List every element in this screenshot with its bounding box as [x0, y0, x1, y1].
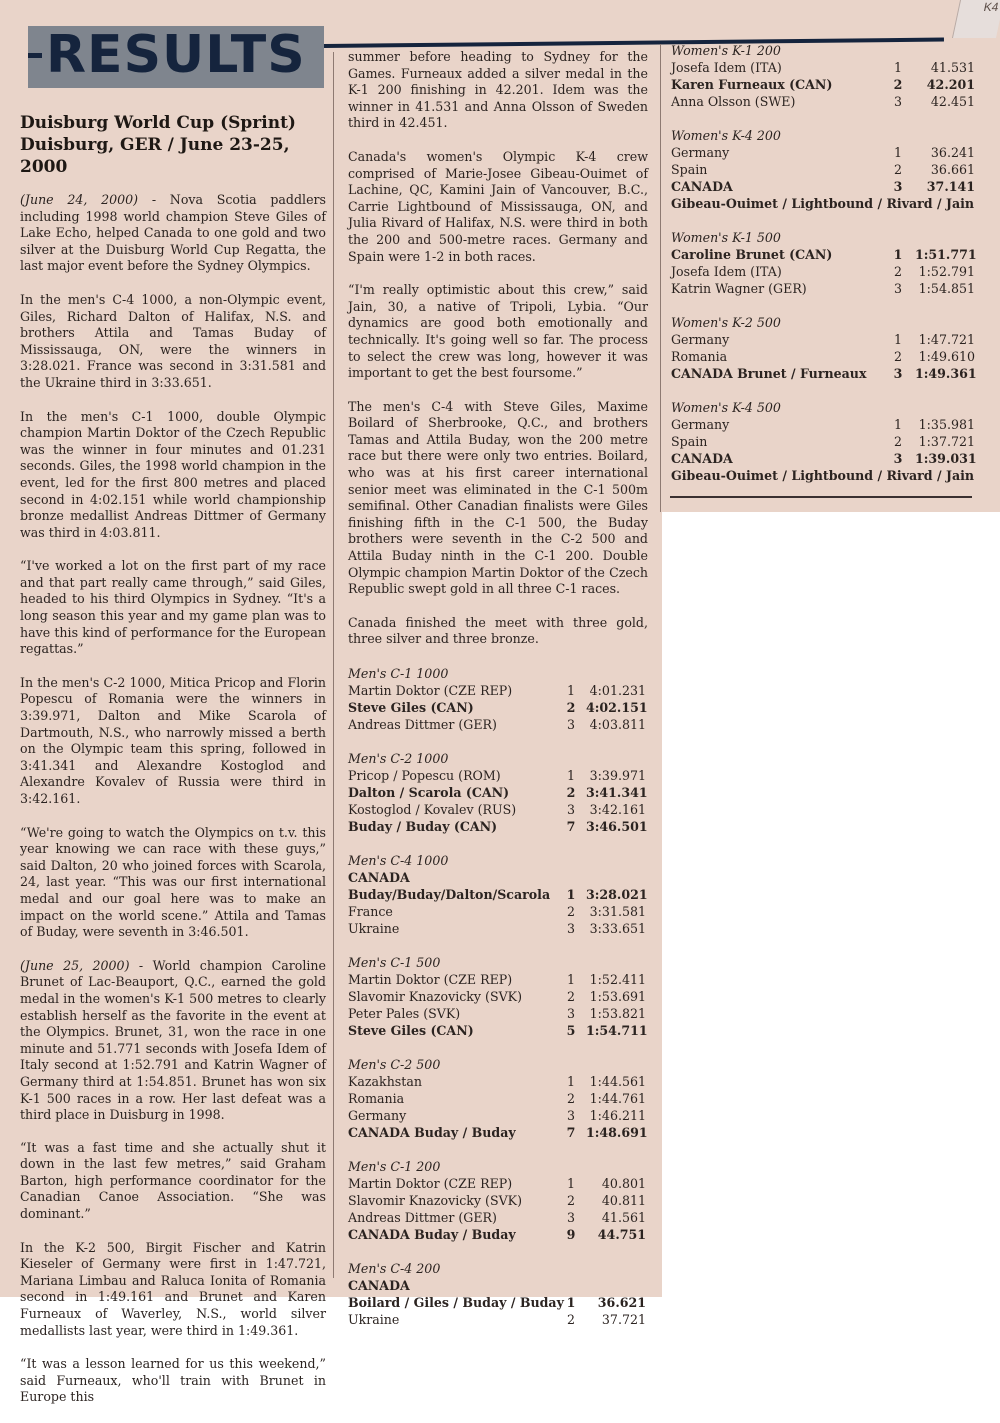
finish-place: 5	[566, 1023, 576, 1038]
finish-place: 1	[566, 1176, 575, 1191]
finish-place: 1	[566, 1295, 576, 1310]
finish-place: 7	[566, 819, 576, 834]
result-row	[671, 178, 975, 195]
result-row	[671, 161, 975, 178]
finish-place: 3	[566, 1006, 575, 1021]
finish-place: 2	[566, 1091, 575, 1106]
result-row	[671, 450, 975, 467]
competitor-name: Katrin Wagner (GER)	[671, 281, 807, 296]
competitor-name: Andreas Dittmer (GER)	[348, 717, 497, 732]
competitor-name: Ukraine	[348, 921, 400, 936]
corner-tab: K4	[952, 0, 1000, 38]
finish-time: 3:42.161	[589, 802, 646, 817]
competitor-name: Josefa Idem (ITA)	[671, 60, 782, 75]
event-title: Men's C-2 500	[348, 1057, 441, 1072]
finish-time: 36.661	[930, 162, 975, 177]
competitor-name: Karen Furneaux (CAN)	[671, 77, 833, 92]
finish-place: 2	[893, 264, 902, 279]
paragraph: The men's C-4 with Steve Giles, Maxime Boilard of Sherbrooke, Q.C., and brothers Tamas and Attila Buday, won the 200 metre race but there were only two entries. Boilard, who was at his first career international senior meet was eliminated in the C-1 500m semifinal. Other Canadian finalists were Giles finishing fifth in the C-1 500, the Buday brothers were seventh in the C-2 500 and Attila Buday ninth in the C-1 200. Double Olympic champion Martin Doktor of the Czech Republic swept gold in all three C-1 races.	[348, 398, 648, 597]
paragraph: Canada's women's Olympic K-4 crew comprised of Marie-Josee Gibeau-Ouimet of Lachine, QC, Kamini Jain of Vancouver, B.C., Carrie Lightbound of Mississauga, ON, and Julia Rivard of Halifax, N.S. were third in both the 200 and 500-metre races. Germany and Spain were 1-2 in both races.	[348, 148, 648, 264]
result-row	[671, 280, 975, 297]
finish-place: 3	[566, 921, 575, 936]
result-row	[671, 59, 975, 76]
event-title: Men's C-1 500	[348, 955, 441, 970]
paragraph: In the K-2 500, Birgit Fischer and Katrin Kieseler of Germany were first in 1:47.721, Mariana Limbau and Raluca Ionita of Romania second in 1:49.161 and Brunet and Karen Furneaux of Waverley, N.S., world silver medallists last year, were third in 1:49.361.	[20, 1239, 326, 1338]
paragraph: summer before heading to Sydney for the Games. Furneaux added a silver medal in the K-1 200 finishing in 42.201. Idem was the winner in 41.531 and Anna Olsson of Sweden third in 42.451.	[348, 49, 648, 131]
paragraph: In the men's C-2 1000, Mitica Pricop and Florin Popescu of Romania were the winners in 3:39.971, Dalton and Mike Scarola of Dartmouth, N.S., who narrowly missed a berth on the Olympic team this spring, followed in 3:41.341 and Alexandre Kostoglod and Alexandre Kovalev of Russia were third in 3:42.161.	[20, 674, 326, 806]
column-divider	[660, 44, 661, 512]
result-event	[348, 1158, 648, 1243]
finish-place: 2	[566, 1193, 575, 1208]
result-event	[348, 954, 648, 1039]
result-row	[348, 818, 648, 835]
result-row	[348, 682, 648, 699]
finish-place: 2	[566, 989, 575, 1004]
finish-place: 3	[566, 717, 575, 732]
event-title: Men's C-4 200	[348, 1261, 441, 1276]
results-column-3	[671, 42, 975, 501]
finish-time: 3:33.651	[589, 921, 646, 936]
finish-place: 1	[893, 145, 902, 160]
paragraph: “It was a lesson learned for us this weekend,” said Furneaux, who'll train with Brunet in Europe this	[20, 1356, 326, 1405]
result-event	[671, 42, 975, 110]
event-title: Women's K-4 500	[671, 400, 781, 415]
paragraph: In the men's C-4 1000, a non-Olympic event, Giles, Richard Dalton of Halifax, N.S. and brothers Attila and Tamas Buday of Mississauga, ON, were the winners in 3:28.021. France was second in 3:31.581 and the Ukraine third in 3:33.651.	[20, 291, 326, 390]
finish-time: 37.721	[601, 1312, 646, 1327]
finish-place: 1	[566, 683, 575, 698]
finish-time: 1:52.411	[589, 972, 646, 987]
finish-time: 37.141	[926, 179, 975, 194]
finish-time: 1:35.981	[918, 417, 975, 432]
finish-place: 1	[566, 972, 575, 987]
finish-time: 1:51.771	[915, 247, 977, 262]
result-event	[348, 750, 648, 835]
competitor-name: Romania	[671, 349, 728, 364]
finish-time: 3:46.501	[586, 819, 648, 834]
competitor-name: CANADA Buday / Buday	[348, 1227, 516, 1242]
result-row	[671, 467, 975, 484]
headline	[20, 112, 326, 178]
finish-time: 1:48.691	[586, 1125, 648, 1140]
column-divider	[333, 52, 334, 1278]
paragraph: “I'm really optimistic about this crew,” said Jain, 30, a native of Tripoli, Lybia. “Our dynamics are good both emotionally and technically. It's going well so far. The process to select the crew was long, however it was important to get the best foursome.”	[348, 282, 648, 381]
finish-time: 36.241	[930, 145, 975, 160]
result-event	[348, 852, 648, 937]
finish-time: 4:02.151	[586, 700, 648, 715]
competitor-name: Martin Doktor (CZE REP)	[348, 972, 513, 987]
result-row	[671, 416, 975, 433]
competitor-name: Germany	[348, 1108, 407, 1123]
finish-time: 44.751	[597, 1227, 646, 1242]
result-row	[671, 331, 975, 348]
article-column-1	[20, 112, 326, 1423]
result-row	[348, 767, 648, 784]
result-row	[671, 365, 975, 382]
result-row	[671, 195, 975, 212]
competitor-name: Gibeau-Ouimet / Lightbound / Rivard / Jain	[671, 468, 975, 483]
competitor-name: Kazakhstan	[348, 1074, 422, 1089]
competitor-name: Martin Doktor (CZE REP)	[348, 683, 513, 698]
finish-place: 1	[893, 60, 902, 75]
competitor-name: Spain	[671, 434, 708, 449]
result-row	[348, 716, 648, 733]
result-row	[348, 1277, 648, 1294]
result-row	[348, 1005, 648, 1022]
event-title: Men's C-1 200	[348, 1159, 441, 1174]
finish-time: 4:03.811	[589, 717, 646, 732]
finish-place: 1	[566, 887, 576, 902]
result-row	[348, 1107, 648, 1124]
competitor-name: Andreas Dittmer (GER)	[348, 1210, 497, 1225]
banner-dash	[28, 53, 42, 58]
result-row	[348, 988, 648, 1005]
competitor-name: Spain	[671, 162, 708, 177]
result-row	[671, 144, 975, 161]
finish-place: 2	[893, 77, 903, 92]
result-row	[348, 920, 648, 937]
event-title: Women's K-1 500	[671, 230, 781, 245]
paragraph: In the men's C-1 1000, double Olympic champion Martin Doktor of the Czech Republic was the winner in four minutes and 01.231 seconds. Giles, the 1998 world champion in the event, led for the first 800 metres and placed second in 4:02.151 while world championship bronze medallist Andreas Dittmer of Germany was third in 4:03.811.	[20, 408, 326, 540]
result-row	[671, 76, 975, 93]
competitor-name: Ukraine	[348, 1312, 400, 1327]
result-row	[348, 699, 648, 716]
finish-place: 2	[893, 434, 902, 449]
finish-time: 3:28.021	[586, 887, 648, 902]
event-title: Men's C-1 1000	[348, 666, 449, 681]
finish-place: 1	[893, 332, 902, 347]
result-row	[671, 246, 975, 263]
finish-place: 3	[893, 281, 902, 296]
result-row	[671, 93, 975, 110]
finish-place: 2	[566, 1312, 575, 1327]
finish-time: 1:49.361	[915, 366, 977, 381]
finish-place: 2	[893, 162, 902, 177]
event-title: Women's K-4 200	[671, 128, 781, 143]
finish-time: 40.811	[601, 1193, 646, 1208]
finish-place: 1	[893, 247, 903, 262]
finish-time: 42.451	[930, 94, 975, 109]
finish-place: 3	[893, 94, 902, 109]
competitor-name: Slavomir Knazovicky (SVK)	[348, 1193, 523, 1208]
finish-time: 3:39.971	[589, 768, 646, 783]
finish-time: 1:54.851	[918, 281, 975, 296]
finish-time: 40.801	[601, 1176, 646, 1191]
competitor-name: Slavomir Knazovicky (SVK)	[348, 989, 523, 1004]
dateline: (June 24, 2000)	[20, 192, 139, 207]
finish-place: 3	[893, 451, 903, 466]
competitor-name: Boilard / Giles / Buday / Buday	[348, 1295, 564, 1310]
result-row	[348, 1192, 648, 1209]
paragraph	[20, 958, 326, 1124]
competitor-name: Buday / Buday (CAN)	[348, 819, 498, 834]
results-list-women	[671, 42, 975, 484]
event-title: Women's K-1 200	[671, 43, 781, 58]
result-row	[348, 1073, 648, 1090]
competitor-name: Peter Pales (SVK)	[348, 1006, 461, 1021]
paragraph-text: - World champion Caroline Brunet of Lac-Beauport, Q.C., earned the gold medal in the women's K-1 500 metres to clearly establish herself as the favorite in the event at the Olympics. Brunet, 31, won the race in one minute and 51.771 seconds with Josefa Idem of Italy second at 1:52.791 and Katrin Wagner of Germany third at 1:54.851. Brunet has won six K-1 500 races in a row. Her last defeat was a third place in Duisburg in 1998.	[20, 957, 326, 1123]
result-row	[348, 1226, 648, 1243]
finish-place: 3	[893, 366, 903, 381]
result-row	[348, 869, 648, 886]
competitor-name: Romania	[348, 1091, 405, 1106]
finish-place: 2	[566, 700, 576, 715]
competitor-name: Germany	[671, 332, 730, 347]
competitor-name: Gibeau-Ouimet / Lightbound / Rivard / Jain	[671, 196, 975, 211]
competitor-name: Martin Doktor (CZE REP)	[348, 1176, 513, 1191]
result-row	[671, 348, 975, 365]
finish-time: 3:31.581	[589, 904, 646, 919]
competitor-name: CANADA Buday / Buday	[348, 1125, 516, 1140]
result-row	[348, 801, 648, 818]
finish-time: 1:49.610	[918, 349, 975, 364]
competitor-name: Caroline Brunet (CAN)	[671, 247, 833, 262]
paragraph	[20, 192, 326, 275]
bottom-rule	[670, 496, 972, 498]
result-event	[671, 127, 975, 212]
article-column-2	[348, 49, 648, 1345]
dateline: (June 25, 2000)	[20, 957, 130, 973]
finish-place: 2	[893, 349, 902, 364]
result-event	[348, 1260, 648, 1328]
finish-time: 1:46.211	[589, 1108, 646, 1123]
finish-place: 3	[566, 1108, 575, 1123]
competitor-name: CANADA Brunet / Furneaux	[671, 366, 867, 381]
finish-time: 42.201	[926, 77, 975, 92]
result-row	[348, 1124, 648, 1141]
finish-place: 3	[893, 179, 903, 194]
event-title: Men's C-4 1000	[348, 853, 449, 868]
finish-time: 3:41.341	[586, 785, 648, 800]
competitor-name: CANADA	[348, 870, 410, 885]
finish-place: 3	[566, 1210, 575, 1225]
competitor-name: France	[348, 904, 393, 919]
competitor-name: Germany	[671, 417, 730, 432]
event-title: Women's K-2 500	[671, 315, 781, 330]
paragraph: “We're going to watch the Olympics on t.v. this year knowing we can race with these guys,” said Dalton, 20 who joined forces with Scarola, 24, last year. “This was our first international medal and our goal here was to make an impact on the world scene.” Attila and Tamas of Buday, were seventh in 3:46.501.	[20, 824, 326, 940]
headline-line-1: Duisburg World Cup (Sprint)	[20, 113, 296, 133]
finish-time: 41.531	[930, 60, 975, 75]
result-row	[348, 886, 648, 903]
paragraph: “It was a fast time and she actually shut it down in the last few metres,” said Graham Barton, high performance coordinator for the Canadian Canoe Association. “She was dominant.”	[20, 1139, 326, 1222]
finish-time: 1:37.721	[918, 434, 975, 449]
competitor-name: Steve Giles (CAN)	[348, 1023, 474, 1038]
result-row	[348, 1022, 648, 1039]
results-list-men	[348, 665, 648, 1328]
finish-place: 1	[566, 1074, 575, 1089]
headline-line-2: Duisburg, GER / June 23-25, 2000	[20, 135, 290, 177]
finish-place: 3	[566, 802, 575, 817]
finish-place: 2	[566, 785, 576, 800]
result-row	[348, 1209, 648, 1226]
blank-background	[662, 512, 1000, 1297]
finish-time: 1:44.561	[589, 1074, 646, 1089]
result-row	[671, 433, 975, 450]
finish-time: 36.621	[597, 1295, 646, 1310]
competitor-name: Dalton / Scarola (CAN)	[348, 785, 510, 800]
result-row	[348, 971, 648, 988]
finish-time: 1:53.691	[589, 989, 646, 1004]
finish-time: 1:53.821	[589, 1006, 646, 1021]
result-event	[348, 665, 648, 733]
competitor-name: Buday/Buday/Dalton/Scarola	[348, 887, 551, 902]
competitor-name: CANADA	[671, 451, 733, 466]
finish-time: 4:01.231	[589, 683, 646, 698]
result-event	[671, 314, 975, 382]
finish-place: 9	[566, 1227, 576, 1242]
paragraph: “I've worked a lot on the first part of my race and that part really came through,” said Giles, headed to his third Olympics in Sydney. “It's a long season this year and my game plan was to have this kind of performance for the European regattas.”	[20, 558, 326, 657]
result-row	[671, 263, 975, 280]
result-event	[348, 1056, 648, 1141]
result-event	[671, 229, 975, 297]
result-event	[671, 399, 975, 484]
competitor-name: Kostoglod / Kovalev (RUS)	[348, 802, 517, 817]
finish-place: 1	[566, 768, 575, 783]
finish-place: 1	[893, 417, 902, 432]
competitor-name: Pricop / Popescu (ROM)	[348, 768, 501, 783]
competitor-name: Anna Olsson (SWE)	[671, 94, 796, 109]
finish-time: 1:52.791	[918, 264, 975, 279]
finish-time: 1:44.761	[589, 1091, 646, 1106]
event-title: Men's C-2 1000	[348, 751, 449, 766]
finish-place: 2	[566, 904, 575, 919]
competitor-name: CANADA	[671, 179, 733, 194]
result-row	[348, 1090, 648, 1107]
finish-place: 7	[566, 1125, 576, 1140]
competitor-name: CANADA	[348, 1278, 410, 1293]
finish-time: 1:54.711	[586, 1023, 648, 1038]
result-row	[348, 784, 648, 801]
result-row	[348, 1175, 648, 1192]
finish-time: 1:39.031	[915, 451, 977, 466]
competitor-name: Steve Giles (CAN)	[348, 700, 474, 715]
competitor-name: Josefa Idem (ITA)	[671, 264, 782, 279]
result-row	[348, 1311, 648, 1328]
result-row	[348, 903, 648, 920]
paragraph: Canada finished the meet with three gold, three silver and three bronze.	[348, 614, 648, 647]
section-title: RESULTS	[46, 25, 306, 85]
finish-time: 41.561	[601, 1210, 646, 1225]
finish-time: 1:47.721	[918, 332, 975, 347]
paragraph-text: - Nova Scotia paddlers including 1998 world champion Steve Giles of Lake Echo, helped Canada to one gold and two silver at the Duisburg World Cup Regatta, the last major event before the Sydney Olympics.	[20, 192, 326, 274]
competitor-name: Germany	[671, 145, 730, 160]
